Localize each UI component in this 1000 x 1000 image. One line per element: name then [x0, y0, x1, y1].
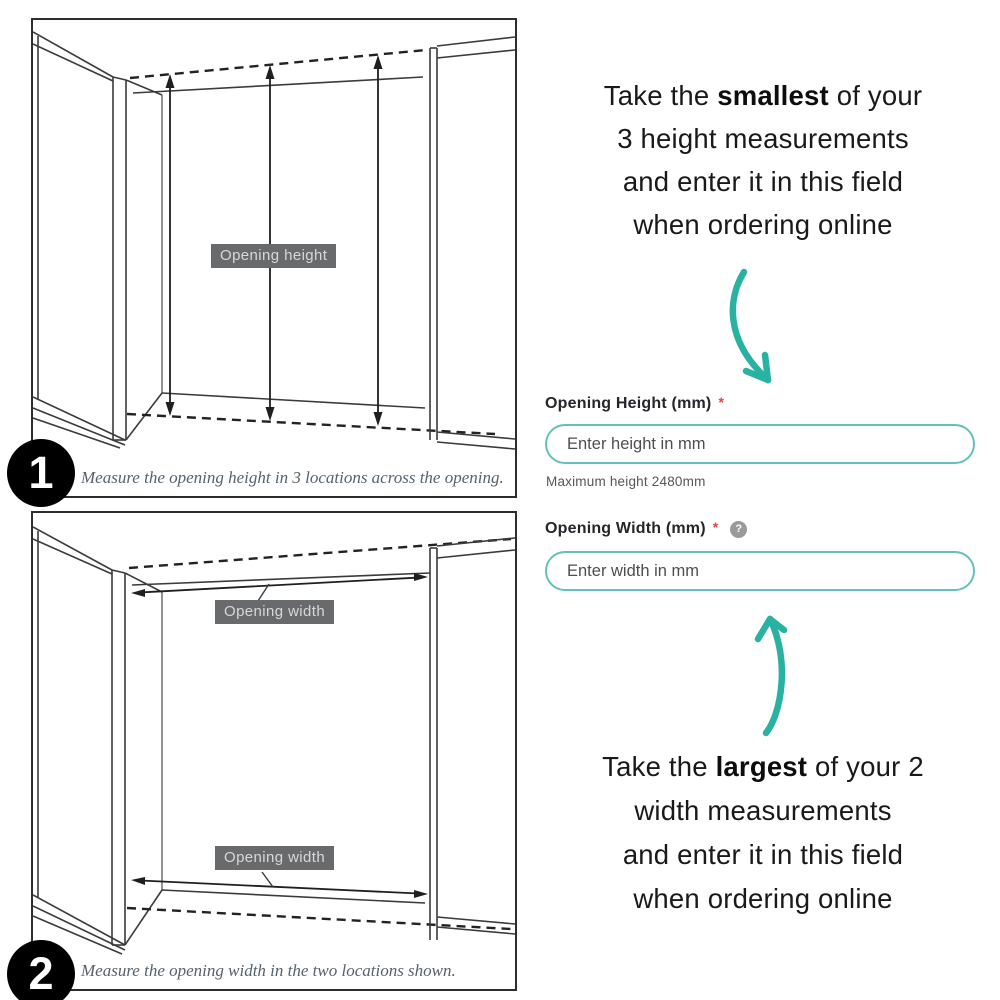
instruction-line: Take the smallest of your	[603, 80, 923, 111]
opening-height-label-text: Opening Height (mm)	[545, 395, 712, 412]
figure-opening-height	[28, 18, 517, 498]
instruction-line: when ordering online	[633, 209, 893, 240]
opening-height-field-label	[545, 395, 724, 413]
instruction-line: and enter it in this field	[622, 839, 904, 870]
max-height-helper: Maximum height 2480mm	[546, 474, 706, 489]
opening-width-input[interactable]	[545, 551, 975, 591]
required-asterisk: *	[712, 519, 719, 535]
curved-arrow-down-icon	[718, 266, 790, 388]
help-icon[interactable]: ?	[730, 521, 747, 538]
instruction-line: width measurements	[634, 795, 892, 826]
instruction-line: 3 height measurements	[617, 123, 909, 154]
opening-width-label-bottom: Opening width	[215, 846, 334, 870]
figure1-caption: Measure the opening height in 3 locations across the opening.	[81, 468, 504, 487]
step-1-badge: 1	[7, 439, 75, 507]
figure2-caption: Measure the opening width in the two locations shown.	[81, 961, 456, 980]
opening-width-field-label	[545, 520, 747, 538]
opening-width-label-text: Opening Width (mm)	[545, 520, 706, 537]
instruction-line: when ordering online	[633, 883, 893, 914]
opening-width-label-top: Opening width	[215, 600, 334, 624]
required-asterisk: *	[718, 394, 724, 410]
figure-opening-width	[28, 511, 517, 999]
height-instruction-text	[533, 74, 993, 246]
opening-width-diagram	[33, 513, 515, 989]
instruction-line: Take the largest of your 2	[602, 751, 924, 782]
instruction-line: and enter it in this field	[622, 166, 904, 197]
step-2-badge: 2	[7, 940, 75, 1000]
width-instruction-text	[533, 745, 993, 921]
opening-height-input[interactable]	[545, 424, 975, 464]
curved-arrow-up-icon	[748, 611, 808, 739]
opening-height-label: Opening height	[211, 244, 336, 268]
